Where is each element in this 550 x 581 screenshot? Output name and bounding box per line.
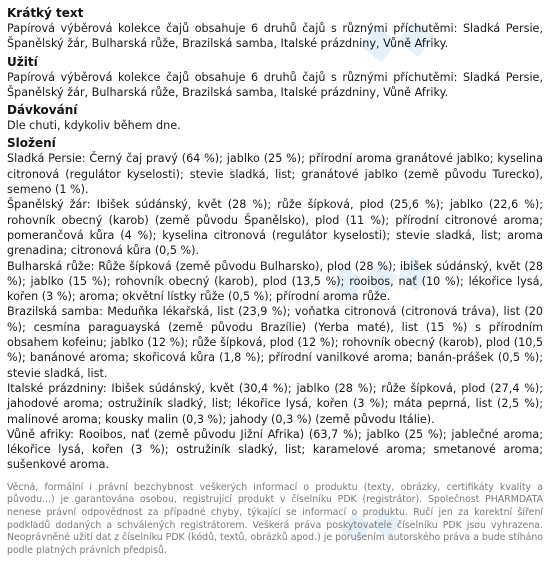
legal-disclaimer: Věcná, formální i právní bezchybnost veškerých informací o produktu (texty, obrázky, certifikáty kvality a původu...) je garantována osobou, registrující produkt v číselníku PDK (registrátor). Společnost PHARMDATA nenese právní odpovědnost za případné chyby, týkající se informací o produktu. Ručí jen za korektní šíření podkladů dodaných a schválených registrátorem. Veškerá práva poskytovatele číselníku PDK jsou vyhrazena. Neoprávněné užití dat z číselníku PDK (kódů, textů, obrázků apod.) je porušením autorského práva a bude stíháno podle platných právních předpisů. <box>7 481 543 556</box>
composition-item-sladka-persie: Sladká Persie: Černý čaj pravý (64 %); jablko (25 %); přírodní aroma granátové jablko; kyselina citronová (regulátor kyselosti); stevie sladká, list; granátové jablko (země původu Turecko), semeno (1 %). <box>7 152 543 197</box>
composition-section <box>7 136 543 472</box>
product-info <box>7 6 543 567</box>
short-text-section <box>7 6 543 52</box>
composition-heading: Složení <box>7 136 56 151</box>
watermark-bottom: ◆◆ <box>337 495 405 551</box>
composition-item-vune-afriky: Vůně afriky: Rooibos, nať (země původu Jižní Afrika) (63,7 %); jablko (25 %); jablečné aroma; lékořice lysá, kořen (3 %); ostružiník sladký, list; karamelové aroma; smetanové aroma; sušenkové aroma. <box>7 427 543 472</box>
watermark-top: ◆◆ <box>356 5 438 71</box>
composition-item-italske-prazdniny: Italské prázdniny: Ibišek súdánský, květ (30,4 %); jablko (28 %); růže šípková, plod (27,4 %); jahodové aroma; ostružiník sladký, list; lékořice lysá, kořen (3 %); máta peprná, list (2,5 %); malinové aroma; kousky malin (0,3 %); jahody (0,3 %) (země původu Itálie). <box>7 381 543 426</box>
dosage-body: Dle chuti, kdykoliv během dne. <box>7 119 181 133</box>
composition-item-bulharska-ruze: Bulharská růže: Růže šípková (země původu Bulharsko), plod (28 %); ibišek súdánský, květ (28 %); jablko (15 %); rohovník obecný (karob), plod (13,5 %); rooibos, nať (10 %); lékořice lysá, kořen (3 %); aroma; okvětní lístky růže (0,5 %); přírodní aroma růže. <box>7 259 543 304</box>
composition-item-brazilska-samba: Brazilská samba: Meduňka lékařská, list (23,9 %); voňatka citronová (citronová tráva), list (20 %); cesmína paraguayská (země původu Brazílie) (Yerba maté), list (15 %) s přírodním obsahem kofeinu; jablko (12 %); růže šípková, plod (12 %); rohovník obecný (karob), plod (10,5 %); banánové aroma; skořicová kůra (1,8 %); přírodní vanilkové aroma; banán-prášek (0,5 %); stevie sladká, list. <box>7 305 543 380</box>
composition-item-spanelsky-zar: Španělský žár: Ibišek súdánský, květ (28 %); růže šípková, plod (25,6 %); jablko (22,6 %); rohovník obecný (karob) (země původu Španělsko), plod (11 %); přírodní citronové aroma; pomerančová kůra (4 %); kyselina citronová (regulátor kyselosti); stevie sladká, list; aroma grenadina; citronová kůra (0,5 %). <box>7 198 543 258</box>
usage-section <box>7 55 543 101</box>
short-text-body: Papírová výběrová kolekce čajů obsahuje 6 druhů čajů s různými příchutěmi: Sladká Persie, Španělský žár, Bulharská růže, Brazilská samba, Italské prázdniny, Vůně Afriky. <box>7 22 543 51</box>
usage-heading: Užití <box>7 54 38 69</box>
watermark-middle: ◆◆◆ <box>326 243 435 308</box>
usage-body: Papírová výběrová kolekce čajů obsahuje 6 druhů čajů s různými příchutěmi: Sladká Persie, Španělský žár, Bulharská růže, Brazilská samba, Italské prázdniny, Vůně Afriky. <box>7 70 543 99</box>
short-text-heading: Krátký text <box>7 6 84 20</box>
dosage-heading: Dávkování <box>7 103 78 118</box>
composition-list <box>7 151 543 472</box>
dosage-section <box>7 103 543 133</box>
